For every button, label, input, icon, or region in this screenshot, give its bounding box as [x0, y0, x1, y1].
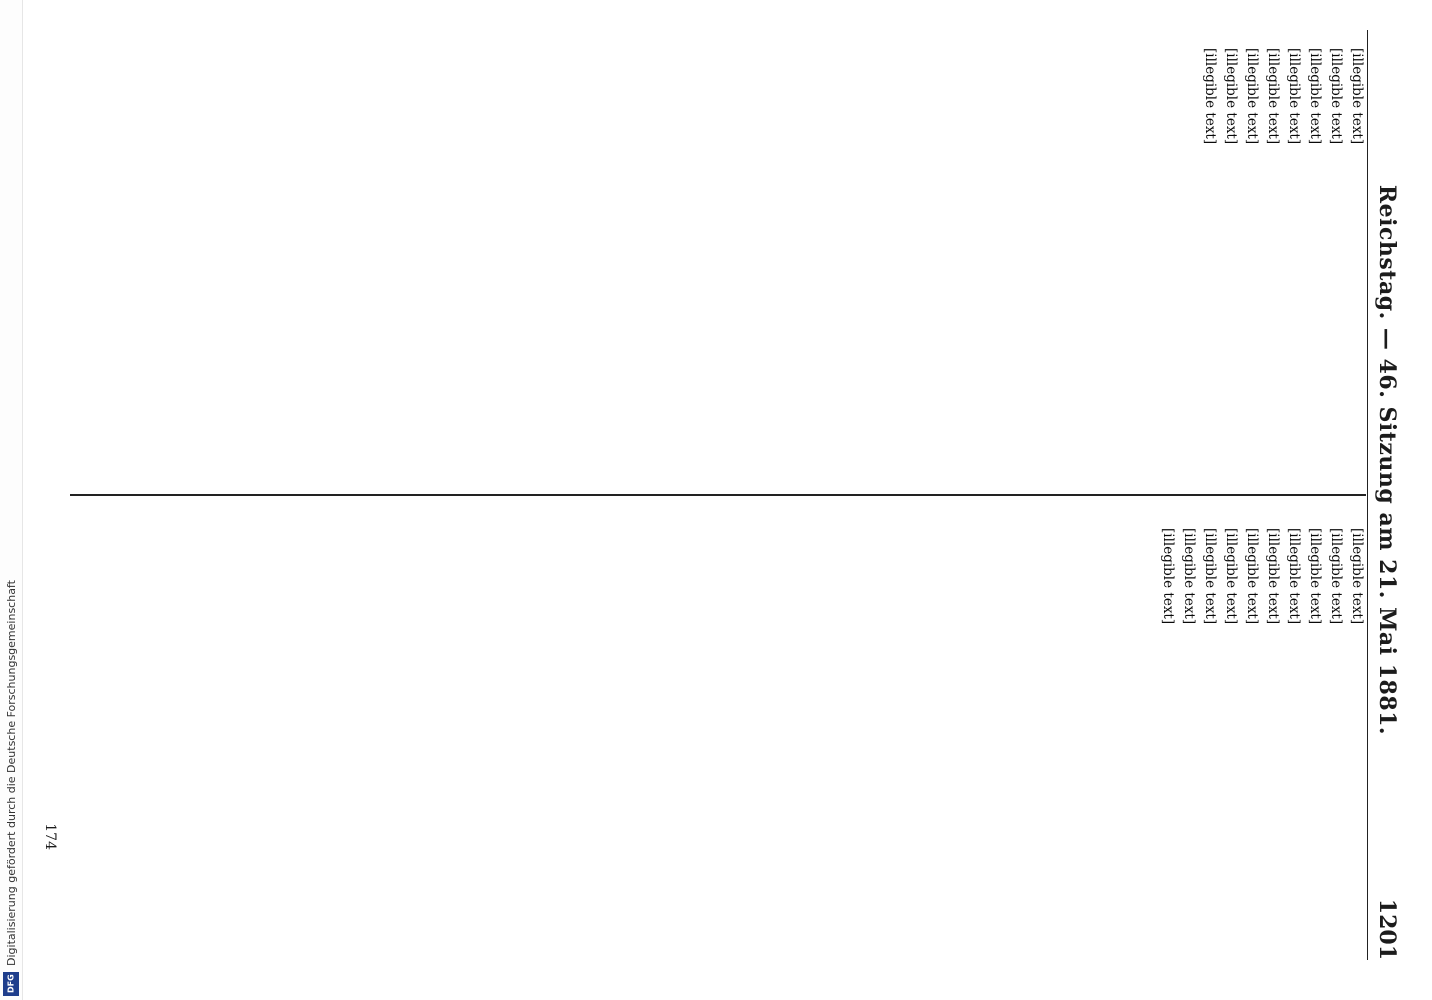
paragraph: [illegible text] [1307, 528, 1323, 625]
left-column [70, 30, 1366, 480]
column-divider [70, 494, 1366, 496]
scanned-page [30, 0, 1430, 1000]
paragraph: [illegible text] [1223, 48, 1239, 145]
paragraph: [illegible text] [1349, 48, 1365, 145]
header-title: Reichstag. — 46. Sitzung am 21. Mai 1881. [1374, 184, 1400, 736]
paragraph: [illegible text] [1202, 528, 1218, 625]
paragraph: [illegible text] [1286, 528, 1302, 625]
paragraph: [illegible text] [1202, 48, 1218, 145]
paragraph: [illegible text] [1244, 528, 1260, 625]
paragraph: [illegible text] [1328, 528, 1344, 625]
page-content-rotated [30, 0, 1430, 1000]
footer-wrap [1, 276, 21, 996]
dfg-credit-text: Digitalisierung gefördert durch die Deutsche Forschungsgemeinschaft [4, 580, 18, 966]
paragraph: [illegible text] [1307, 48, 1323, 145]
paragraph: [illegible text] [1265, 528, 1281, 625]
paragraph: [illegible text] [1286, 48, 1302, 145]
paragraph: [illegible text] [1265, 48, 1281, 145]
dfg-logo: DFG [3, 972, 19, 996]
paragraph: [illegible text] [1160, 528, 1176, 625]
paragraph: [illegible text] [1328, 48, 1344, 145]
paragraph: [illegible text] [1223, 528, 1239, 625]
text-columns [70, 30, 1366, 960]
digitization-footer-strip [0, 0, 23, 1000]
paragraph: [illegible text] [1181, 528, 1197, 625]
running-header [1367, 30, 1418, 960]
right-column [70, 510, 1366, 960]
paragraph: [illegible text] [1244, 48, 1260, 145]
signature-mark: 174 [42, 823, 58, 850]
paragraph: [illegible text] [1349, 528, 1365, 625]
page-number: 1201 [1374, 898, 1400, 960]
